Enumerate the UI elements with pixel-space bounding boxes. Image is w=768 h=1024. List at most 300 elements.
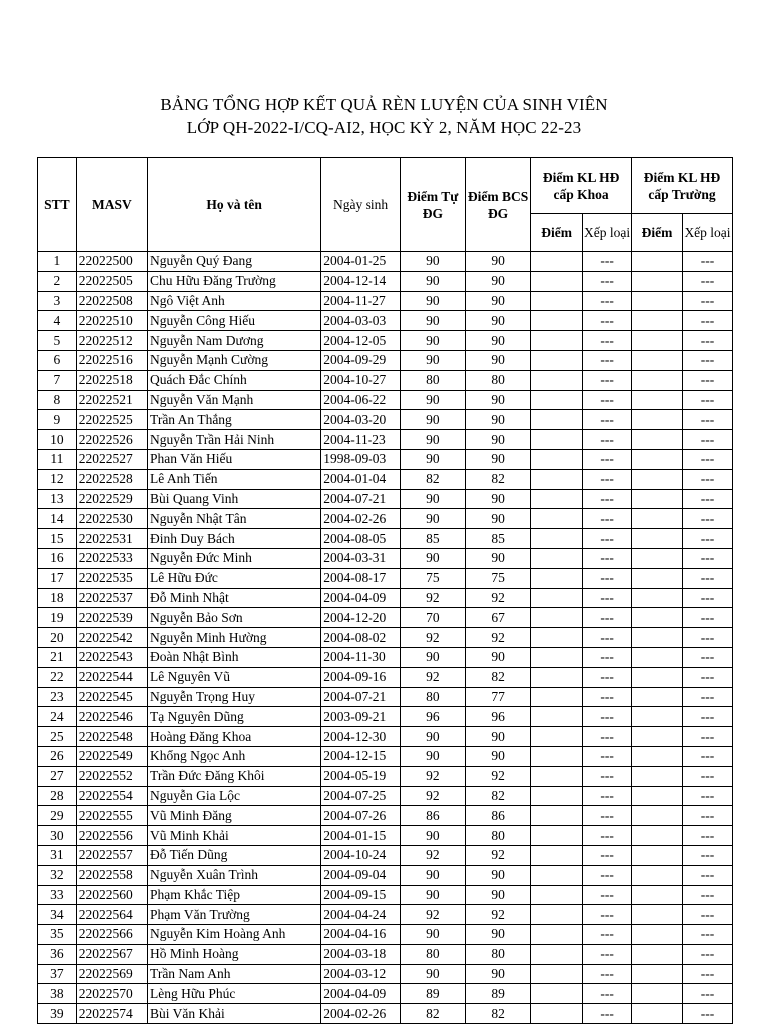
cell-name: Đỗ Minh Nhật xyxy=(148,588,321,608)
cell-masv: 22022570 xyxy=(76,984,147,1004)
cell-bcs-score: 90 xyxy=(465,509,530,529)
cell-truong-rank: --- xyxy=(683,964,733,984)
cell-name: Ngô Việt Anh xyxy=(148,291,321,311)
cell-truong-score xyxy=(632,845,683,865)
cell-bcs-score: 90 xyxy=(465,647,530,667)
cell-truong-rank: --- xyxy=(683,667,733,687)
cell-stt: 26 xyxy=(38,746,77,766)
cell-khoa-rank: --- xyxy=(583,588,632,608)
cell-bcs-score: 90 xyxy=(465,311,530,331)
cell-truong-score xyxy=(632,826,683,846)
header-self-score: Điểm Tự ĐG xyxy=(400,158,465,252)
cell-stt: 14 xyxy=(38,509,77,529)
cell-truong-score xyxy=(632,984,683,1004)
cell-truong-score xyxy=(632,469,683,489)
cell-stt: 29 xyxy=(38,806,77,826)
cell-truong-score xyxy=(632,707,683,727)
cell-bcs-score: 90 xyxy=(465,548,530,568)
cell-khoa-rank: --- xyxy=(583,984,632,1004)
cell-bcs-score: 90 xyxy=(465,449,530,469)
cell-truong-score xyxy=(632,667,683,687)
cell-self-score: 90 xyxy=(400,410,465,430)
cell-self-score: 92 xyxy=(400,766,465,786)
cell-khoa-score xyxy=(531,410,583,430)
cell-name: Phạm Văn Trường xyxy=(148,905,321,925)
table-row xyxy=(38,628,733,648)
cell-dob: 2004-12-14 xyxy=(321,271,400,291)
cell-masv: 22022526 xyxy=(76,430,147,450)
cell-khoa-score xyxy=(531,331,583,351)
cell-name: Lê Hữu Đức xyxy=(148,568,321,588)
header-dob: Ngày sinh xyxy=(321,158,400,252)
cell-self-score: 75 xyxy=(400,568,465,588)
cell-truong-rank: --- xyxy=(683,766,733,786)
cell-khoa-score xyxy=(531,1004,583,1024)
cell-dob: 2004-09-15 xyxy=(321,885,400,905)
cell-khoa-score xyxy=(531,687,583,707)
cell-name: Trần An Thắng xyxy=(148,410,321,430)
cell-bcs-score: 90 xyxy=(465,746,530,766)
cell-self-score: 85 xyxy=(400,529,465,549)
cell-khoa-rank: --- xyxy=(583,252,632,272)
table-row xyxy=(38,271,733,291)
cell-self-score: 82 xyxy=(400,1004,465,1024)
cell-bcs-score: 90 xyxy=(465,252,530,272)
cell-dob: 2004-09-16 xyxy=(321,667,400,687)
cell-khoa-rank: --- xyxy=(583,628,632,648)
cell-khoa-rank: --- xyxy=(583,390,632,410)
cell-khoa-score xyxy=(531,252,583,272)
table-row xyxy=(38,430,733,450)
cell-masv: 22022537 xyxy=(76,588,147,608)
cell-masv: 22022546 xyxy=(76,707,147,727)
cell-khoa-score xyxy=(531,647,583,667)
cell-truong-rank: --- xyxy=(683,509,733,529)
cell-stt: 38 xyxy=(38,984,77,1004)
cell-stt: 36 xyxy=(38,944,77,964)
cell-stt: 12 xyxy=(38,469,77,489)
cell-khoa-score xyxy=(531,826,583,846)
cell-bcs-score: 86 xyxy=(465,806,530,826)
cell-masv: 22022567 xyxy=(76,944,147,964)
header-khoa-group: Điểm KL HĐ cấp Khoa xyxy=(531,158,632,214)
cell-stt: 13 xyxy=(38,489,77,509)
cell-khoa-score xyxy=(531,509,583,529)
cell-bcs-score: 92 xyxy=(465,588,530,608)
cell-name: Bùi Văn Khải xyxy=(148,1004,321,1024)
table-row xyxy=(38,489,733,509)
cell-khoa-rank: --- xyxy=(583,826,632,846)
table-row xyxy=(38,548,733,568)
cell-stt: 16 xyxy=(38,548,77,568)
cell-truong-score xyxy=(632,291,683,311)
cell-dob: 2004-05-19 xyxy=(321,766,400,786)
cell-self-score: 90 xyxy=(400,489,465,509)
cell-self-score: 90 xyxy=(400,271,465,291)
cell-name: Nguyễn Nhật Tân xyxy=(148,509,321,529)
cell-khoa-score xyxy=(531,568,583,588)
table-row xyxy=(38,252,733,272)
cell-truong-score xyxy=(632,865,683,885)
cell-stt: 27 xyxy=(38,766,77,786)
cell-dob: 2004-06-22 xyxy=(321,390,400,410)
cell-khoa-score xyxy=(531,271,583,291)
cell-name: Khổng Ngọc Anh xyxy=(148,746,321,766)
cell-stt: 22 xyxy=(38,667,77,687)
cell-dob: 2004-04-09 xyxy=(321,588,400,608)
cell-truong-rank: --- xyxy=(683,1004,733,1024)
cell-self-score: 86 xyxy=(400,806,465,826)
cell-truong-rank: --- xyxy=(683,707,733,727)
cell-khoa-rank: --- xyxy=(583,925,632,945)
cell-bcs-score: 92 xyxy=(465,766,530,786)
cell-masv: 22022535 xyxy=(76,568,147,588)
cell-masv: 22022542 xyxy=(76,628,147,648)
cell-khoa-rank: --- xyxy=(583,469,632,489)
document-subtitle: LỚP QH-2022-I/CQ-AI2, HỌC KỲ 2, NĂM HỌC 22-23 xyxy=(186,118,582,137)
cell-khoa-score xyxy=(531,727,583,747)
cell-truong-score xyxy=(632,628,683,648)
table-row xyxy=(38,568,733,588)
cell-dob: 2004-03-03 xyxy=(321,311,400,331)
cell-stt: 21 xyxy=(38,647,77,667)
cell-masv: 22022555 xyxy=(76,806,147,826)
cell-truong-score xyxy=(632,786,683,806)
cell-bcs-score: 89 xyxy=(465,984,530,1004)
cell-khoa-rank: --- xyxy=(583,865,632,885)
cell-name: Nguyễn Công Hiếu xyxy=(148,311,321,331)
cell-masv: 22022528 xyxy=(76,469,147,489)
cell-name: Nguyễn Mạnh Cường xyxy=(148,350,321,370)
cell-bcs-score: 80 xyxy=(465,826,530,846)
cell-dob: 2004-08-05 xyxy=(321,529,400,549)
cell-truong-rank: --- xyxy=(683,865,733,885)
cell-khoa-score xyxy=(531,845,583,865)
cell-khoa-score xyxy=(531,608,583,628)
cell-truong-rank: --- xyxy=(683,727,733,747)
cell-khoa-rank: --- xyxy=(583,806,632,826)
cell-bcs-score: 82 xyxy=(465,667,530,687)
cell-truong-score xyxy=(632,727,683,747)
cell-truong-rank: --- xyxy=(683,350,733,370)
cell-bcs-score: 96 xyxy=(465,707,530,727)
cell-dob: 2004-01-04 xyxy=(321,469,400,489)
cell-stt: 17 xyxy=(38,568,77,588)
cell-self-score: 90 xyxy=(400,509,465,529)
cell-self-score: 90 xyxy=(400,647,465,667)
table-row xyxy=(38,826,733,846)
header-truong-score: Điểm xyxy=(632,214,683,252)
cell-truong-score xyxy=(632,588,683,608)
cell-dob: 2004-01-25 xyxy=(321,252,400,272)
cell-khoa-rank: --- xyxy=(583,647,632,667)
cell-truong-rank: --- xyxy=(683,885,733,905)
table-row xyxy=(38,905,733,925)
cell-truong-score xyxy=(632,410,683,430)
cell-name: Quách Đắc Chính xyxy=(148,370,321,390)
cell-khoa-rank: --- xyxy=(583,311,632,331)
cell-self-score: 92 xyxy=(400,628,465,648)
cell-self-score: 82 xyxy=(400,469,465,489)
cell-truong-score xyxy=(632,430,683,450)
cell-dob: 2004-09-29 xyxy=(321,350,400,370)
cell-bcs-score: 67 xyxy=(465,608,530,628)
cell-bcs-score: 90 xyxy=(465,964,530,984)
cell-stt: 6 xyxy=(38,350,77,370)
table-row xyxy=(38,746,733,766)
cell-truong-score xyxy=(632,529,683,549)
cell-name: Đinh Duy Bách xyxy=(148,529,321,549)
cell-name: Nguyễn Đức Minh xyxy=(148,548,321,568)
cell-name: Vũ Minh Khải xyxy=(148,826,321,846)
cell-self-score: 90 xyxy=(400,252,465,272)
cell-self-score: 80 xyxy=(400,944,465,964)
table-row xyxy=(38,944,733,964)
cell-stt: 37 xyxy=(38,964,77,984)
cell-dob: 2004-01-15 xyxy=(321,826,400,846)
cell-name: Phạm Khắc Tiệp xyxy=(148,885,321,905)
cell-bcs-score: 92 xyxy=(465,628,530,648)
cell-dob: 2004-07-26 xyxy=(321,806,400,826)
cell-dob: 2004-11-27 xyxy=(321,291,400,311)
table-row xyxy=(38,845,733,865)
table-body xyxy=(38,252,733,1024)
cell-stt: 10 xyxy=(38,430,77,450)
cell-truong-score xyxy=(632,806,683,826)
cell-bcs-score: 90 xyxy=(465,885,530,905)
cell-stt: 1 xyxy=(38,252,77,272)
table-row xyxy=(38,766,733,786)
cell-khoa-rank: --- xyxy=(583,1004,632,1024)
cell-name: Trần Đức Đăng Khôi xyxy=(148,766,321,786)
cell-khoa-score xyxy=(531,865,583,885)
cell-khoa-rank: --- xyxy=(583,766,632,786)
cell-name: Phan Văn Hiếu xyxy=(148,449,321,469)
header-masv: MASV xyxy=(76,158,147,252)
cell-masv: 22022545 xyxy=(76,687,147,707)
cell-name: Tạ Nguyên Dũng xyxy=(148,707,321,727)
cell-stt: 11 xyxy=(38,449,77,469)
cell-self-score: 90 xyxy=(400,925,465,945)
cell-bcs-score: 90 xyxy=(465,865,530,885)
cell-khoa-rank: --- xyxy=(583,449,632,469)
cell-truong-rank: --- xyxy=(683,746,733,766)
cell-truong-score xyxy=(632,746,683,766)
cell-stt: 20 xyxy=(38,628,77,648)
cell-masv: 22022554 xyxy=(76,786,147,806)
cell-truong-score xyxy=(632,885,683,905)
cell-khoa-rank: --- xyxy=(583,885,632,905)
cell-self-score: 80 xyxy=(400,370,465,390)
cell-khoa-score xyxy=(531,885,583,905)
cell-masv: 22022543 xyxy=(76,647,147,667)
cell-truong-score xyxy=(632,331,683,351)
cell-khoa-rank: --- xyxy=(583,707,632,727)
table-row xyxy=(38,449,733,469)
cell-self-score: 92 xyxy=(400,786,465,806)
cell-khoa-rank: --- xyxy=(583,529,632,549)
cell-self-score: 90 xyxy=(400,311,465,331)
cell-masv: 22022533 xyxy=(76,548,147,568)
cell-bcs-score: 90 xyxy=(465,925,530,945)
cell-truong-score xyxy=(632,964,683,984)
table-row xyxy=(38,885,733,905)
cell-name: Nguyễn Văn Mạnh xyxy=(148,390,321,410)
cell-khoa-score xyxy=(531,905,583,925)
cell-dob: 2004-03-20 xyxy=(321,410,400,430)
cell-dob: 2004-04-24 xyxy=(321,905,400,925)
cell-dob: 2004-04-16 xyxy=(321,925,400,945)
cell-self-score: 90 xyxy=(400,746,465,766)
cell-truong-rank: --- xyxy=(683,826,733,846)
cell-khoa-rank: --- xyxy=(583,944,632,964)
cell-khoa-score xyxy=(531,430,583,450)
cell-truong-score xyxy=(632,370,683,390)
cell-stt: 25 xyxy=(38,727,77,747)
cell-truong-rank: --- xyxy=(683,984,733,1004)
cell-khoa-rank: --- xyxy=(583,271,632,291)
header-bcs-score: Điểm BCS ĐG xyxy=(465,158,530,252)
cell-truong-rank: --- xyxy=(683,489,733,509)
cell-name: Hoàng Đăng Khoa xyxy=(148,727,321,747)
cell-name: Nguyễn Minh Hường xyxy=(148,628,321,648)
cell-bcs-score: 90 xyxy=(465,430,530,450)
cell-truong-rank: --- xyxy=(683,430,733,450)
cell-bcs-score: 90 xyxy=(465,291,530,311)
cell-stt: 24 xyxy=(38,707,77,727)
cell-masv: 22022505 xyxy=(76,271,147,291)
cell-dob: 2004-11-30 xyxy=(321,647,400,667)
cell-truong-rank: --- xyxy=(683,449,733,469)
cell-khoa-rank: --- xyxy=(583,410,632,430)
cell-truong-score xyxy=(632,766,683,786)
cell-self-score: 92 xyxy=(400,588,465,608)
cell-dob: 2004-03-31 xyxy=(321,548,400,568)
results-table xyxy=(37,157,733,1024)
cell-khoa-score xyxy=(531,529,583,549)
table-row xyxy=(38,469,733,489)
cell-khoa-rank: --- xyxy=(583,964,632,984)
cell-dob: 1998-09-03 xyxy=(321,449,400,469)
cell-dob: 2004-12-30 xyxy=(321,727,400,747)
cell-bcs-score: 75 xyxy=(465,568,530,588)
cell-masv: 22022521 xyxy=(76,390,147,410)
cell-self-score: 90 xyxy=(400,727,465,747)
cell-name: Trần Nam Anh xyxy=(148,964,321,984)
cell-dob: 2004-09-04 xyxy=(321,865,400,885)
cell-truong-rank: --- xyxy=(683,687,733,707)
cell-khoa-score xyxy=(531,628,583,648)
cell-truong-score xyxy=(632,647,683,667)
cell-self-score: 92 xyxy=(400,905,465,925)
table-row xyxy=(38,311,733,331)
cell-truong-rank: --- xyxy=(683,588,733,608)
cell-truong-rank: --- xyxy=(683,291,733,311)
cell-truong-score xyxy=(632,905,683,925)
cell-bcs-score: 90 xyxy=(465,350,530,370)
cell-bcs-score: 92 xyxy=(465,845,530,865)
cell-masv: 22022548 xyxy=(76,727,147,747)
cell-name: Nguyễn Kim Hoàng Anh xyxy=(148,925,321,945)
cell-stt: 18 xyxy=(38,588,77,608)
cell-truong-rank: --- xyxy=(683,252,733,272)
table-row xyxy=(38,687,733,707)
cell-dob: 2004-11-23 xyxy=(321,430,400,450)
cell-masv: 22022516 xyxy=(76,350,147,370)
cell-stt: 15 xyxy=(38,529,77,549)
cell-truong-rank: --- xyxy=(683,390,733,410)
cell-stt: 28 xyxy=(38,786,77,806)
cell-masv: 22022574 xyxy=(76,1004,147,1024)
cell-khoa-rank: --- xyxy=(583,608,632,628)
cell-truong-rank: --- xyxy=(683,410,733,430)
table-row xyxy=(38,865,733,885)
cell-dob: 2004-08-17 xyxy=(321,568,400,588)
header-stt: STT xyxy=(38,158,77,252)
cell-dob: 2004-12-20 xyxy=(321,608,400,628)
cell-stt: 4 xyxy=(38,311,77,331)
cell-khoa-rank: --- xyxy=(583,905,632,925)
cell-truong-score xyxy=(632,252,683,272)
cell-masv: 22022510 xyxy=(76,311,147,331)
cell-bcs-score: 90 xyxy=(465,390,530,410)
cell-self-score: 90 xyxy=(400,390,465,410)
cell-self-score: 90 xyxy=(400,331,465,351)
cell-bcs-score: 82 xyxy=(465,469,530,489)
cell-truong-score xyxy=(632,390,683,410)
table-row xyxy=(38,925,733,945)
cell-khoa-score xyxy=(531,350,583,370)
cell-truong-rank: --- xyxy=(683,370,733,390)
table-row xyxy=(38,588,733,608)
cell-khoa-score xyxy=(531,806,583,826)
cell-bcs-score: 80 xyxy=(465,944,530,964)
cell-dob: 2004-07-25 xyxy=(321,786,400,806)
cell-truong-rank: --- xyxy=(683,608,733,628)
cell-truong-rank: --- xyxy=(683,628,733,648)
cell-masv: 22022529 xyxy=(76,489,147,509)
cell-masv: 22022544 xyxy=(76,667,147,687)
cell-self-score: 90 xyxy=(400,350,465,370)
table-row xyxy=(38,964,733,984)
cell-stt: 33 xyxy=(38,885,77,905)
cell-masv: 22022508 xyxy=(76,291,147,311)
cell-name: Vũ Minh Đăng xyxy=(148,806,321,826)
cell-truong-score xyxy=(632,311,683,331)
cell-khoa-score xyxy=(531,766,583,786)
cell-truong-score xyxy=(632,449,683,469)
cell-truong-rank: --- xyxy=(683,647,733,667)
cell-stt: 35 xyxy=(38,925,77,945)
cell-dob: 2004-03-18 xyxy=(321,944,400,964)
cell-khoa-rank: --- xyxy=(583,727,632,747)
cell-truong-score xyxy=(632,944,683,964)
cell-khoa-score xyxy=(531,925,583,945)
cell-khoa-score xyxy=(531,311,583,331)
cell-name: Lèng Hữu Phúc xyxy=(148,984,321,1004)
cell-masv: 22022549 xyxy=(76,746,147,766)
table-row xyxy=(38,509,733,529)
cell-truong-score xyxy=(632,1004,683,1024)
header-name: Họ và tên xyxy=(148,158,321,252)
cell-bcs-score: 82 xyxy=(465,786,530,806)
cell-self-score: 90 xyxy=(400,449,465,469)
cell-stt: 30 xyxy=(38,826,77,846)
cell-masv: 22022557 xyxy=(76,845,147,865)
cell-truong-rank: --- xyxy=(683,529,733,549)
cell-truong-rank: --- xyxy=(683,905,733,925)
cell-khoa-rank: --- xyxy=(583,687,632,707)
